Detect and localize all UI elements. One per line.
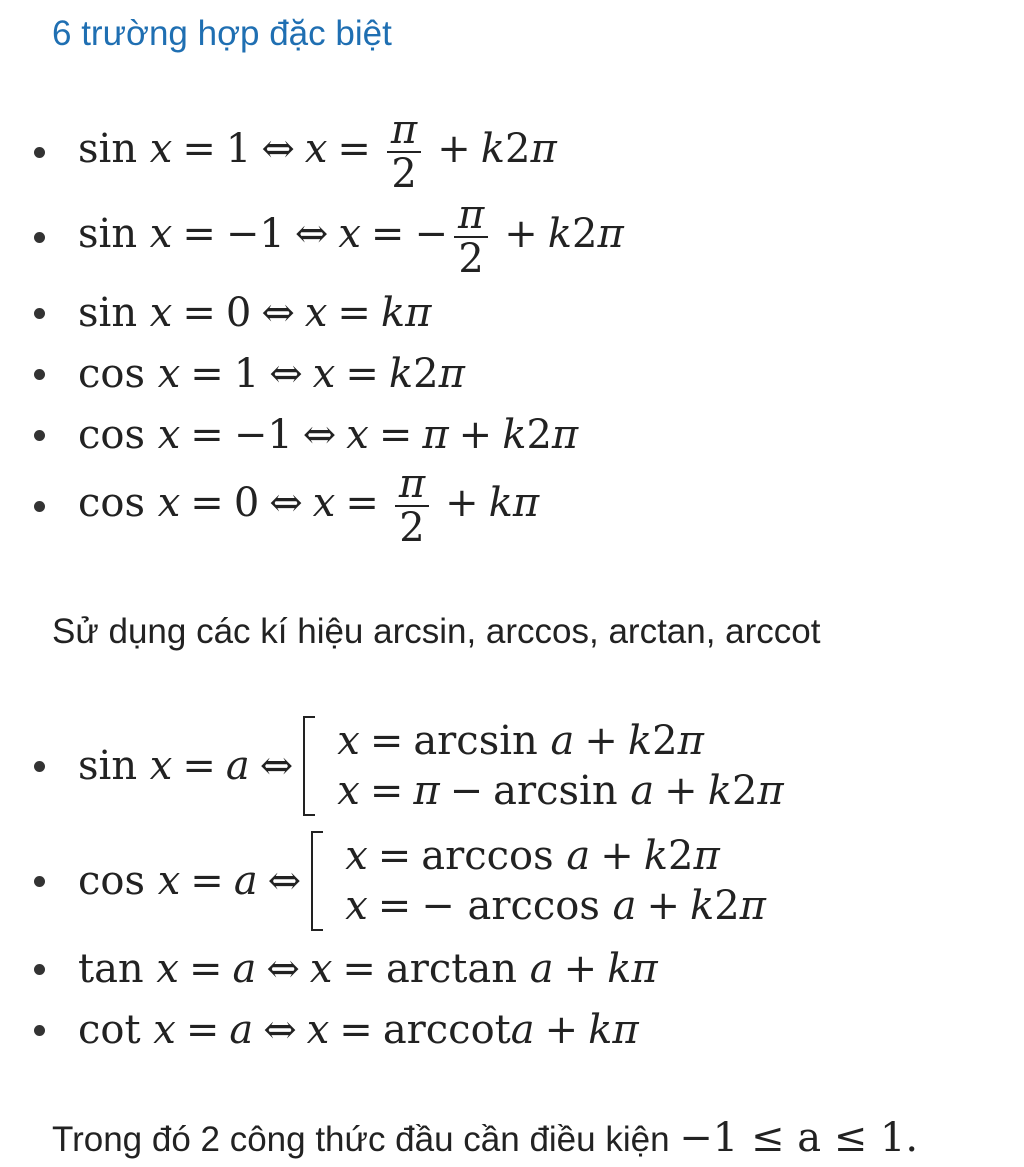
formula-item: cos x = 1 ⇔ x = k2π bbox=[34, 344, 465, 404]
section-heading: 6 trường hợp đặc biệt bbox=[52, 14, 392, 53]
footer-text: Trong đó 2 công thức đầu cần điều kiện bbox=[52, 1120, 670, 1159]
case-bracket: x = arcsin a + k2π x = π − arcsin a + k2π bbox=[303, 716, 783, 816]
footer-condition: −1 ≤ a ≤ 1. bbox=[679, 1115, 919, 1161]
formula-item: cot x = a ⇔ x = arccota + kπ bbox=[34, 1000, 639, 1060]
formula-item: cos x = a ⇔ x = arccos a + k2π x = − arccos a + k2π bbox=[34, 826, 766, 936]
formula-item: sin x = 1 ⇔ x = $\frac{\pi}{2}$ + k2π bbox=[34, 122, 557, 182]
bullet bbox=[34, 147, 45, 158]
bullet bbox=[34, 876, 45, 887]
formula-item: cos x = −1 ⇔ x = π + k2π bbox=[34, 405, 578, 465]
formula-item: sin x = 0 ⇔ x = kπ bbox=[34, 283, 431, 343]
bullet bbox=[34, 369, 45, 380]
footer-note bbox=[52, 1115, 919, 1161]
formula-item: cos x = 0 ⇔ x = $\frac{\pi}{2}$ + kπ bbox=[34, 476, 539, 536]
bullet bbox=[34, 761, 45, 772]
bullet bbox=[34, 308, 45, 319]
bullet bbox=[34, 1025, 45, 1036]
formula-item: sin x = −1 ⇔ x = − $\frac{\pi}{2}$ + k2π bbox=[34, 207, 624, 267]
bullet bbox=[34, 964, 45, 975]
formula-item: tan x = a ⇔ x = arctan a + kπ bbox=[34, 939, 658, 999]
section-description: Sử dụng các kí hiệu arcsin, arccos, arctan, arccot bbox=[52, 612, 821, 651]
bullet bbox=[34, 501, 45, 512]
bullet bbox=[34, 232, 45, 243]
formula-item: sin x = a ⇔ x = arcsin a + k2π x = π − arcsin a + k2π bbox=[34, 711, 784, 821]
bullet bbox=[34, 430, 45, 441]
case-bracket: x = arccos a + k2π x = − arccos a + k2π bbox=[311, 831, 766, 931]
